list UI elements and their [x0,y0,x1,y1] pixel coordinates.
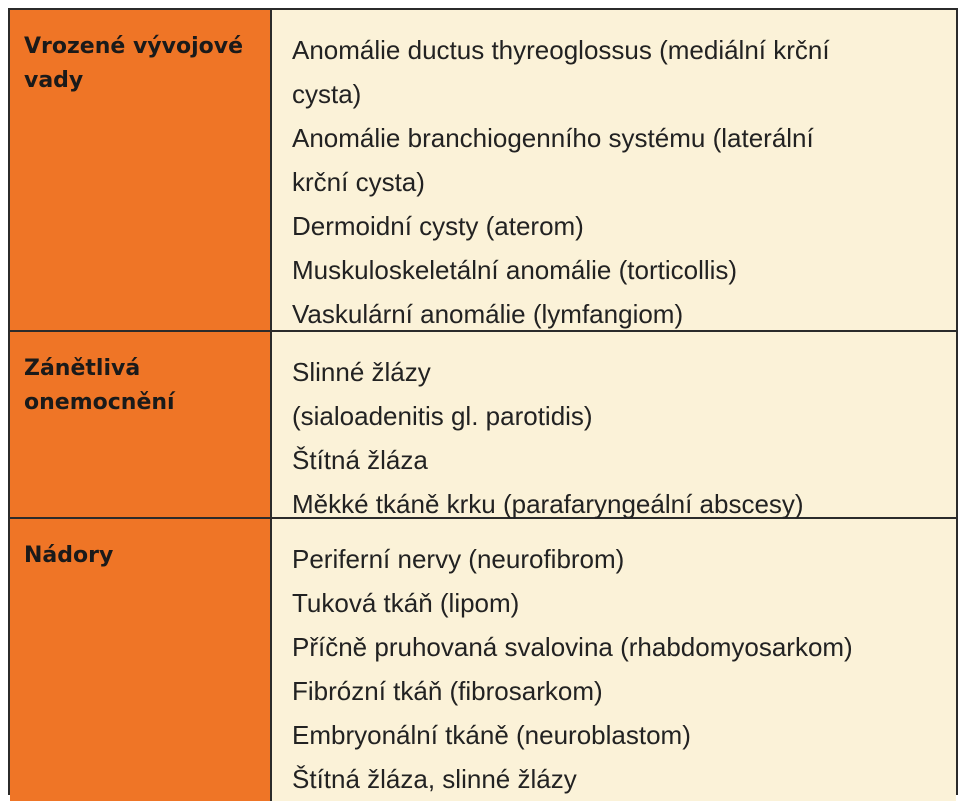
list-item: (sialoadenitis gl. parotidis) [292,401,593,431]
list-item: Slinné žlázy [292,357,431,387]
list-item: krční cysta) [292,167,425,197]
category-cell: Zánětlivá onemocnění [10,332,272,517]
list-item: Anomálie branchiogenního systému (laterální [292,123,814,153]
list-item: Štítná žláza [292,445,428,475]
list-item: Periferní nervy (neurofibrom) [292,544,625,574]
list-item: Anomálie ductus thyreoglossus (mediální krční [292,35,830,65]
list-item: Štítná žláza, slinné žlázy [292,764,577,794]
list-item: Muskuloskeletální anomálie (torticollis) [292,255,738,285]
list-item: cysta) [292,79,362,109]
classification-table [8,8,958,795]
list-item: Měkké tkáně krku (parafaryngeální abscesy) [292,489,804,519]
table-row [10,332,956,519]
list-item: Příčně pruhovaná svalovina (rhabdomyosarkom) [292,632,853,662]
table-row [10,519,956,801]
items-cell [272,10,956,330]
category-cell: Vrozené vývojové vady [10,10,272,330]
items-cell [272,519,956,801]
list-item: Tuková tkáň (lipom) [292,588,520,618]
table-row [10,10,956,332]
items-cell [272,332,956,517]
list-item: Dermoidní cysty (aterom) [292,211,584,241]
list-item: Embryonální tkáně (neuroblastom) [292,720,691,750]
list-item: Fibrózní tkáň (fibrosarkom) [292,676,603,706]
category-cell: Nádory [10,519,272,801]
list-item: Vaskulární anomálie (lymfangiom) [292,299,684,329]
